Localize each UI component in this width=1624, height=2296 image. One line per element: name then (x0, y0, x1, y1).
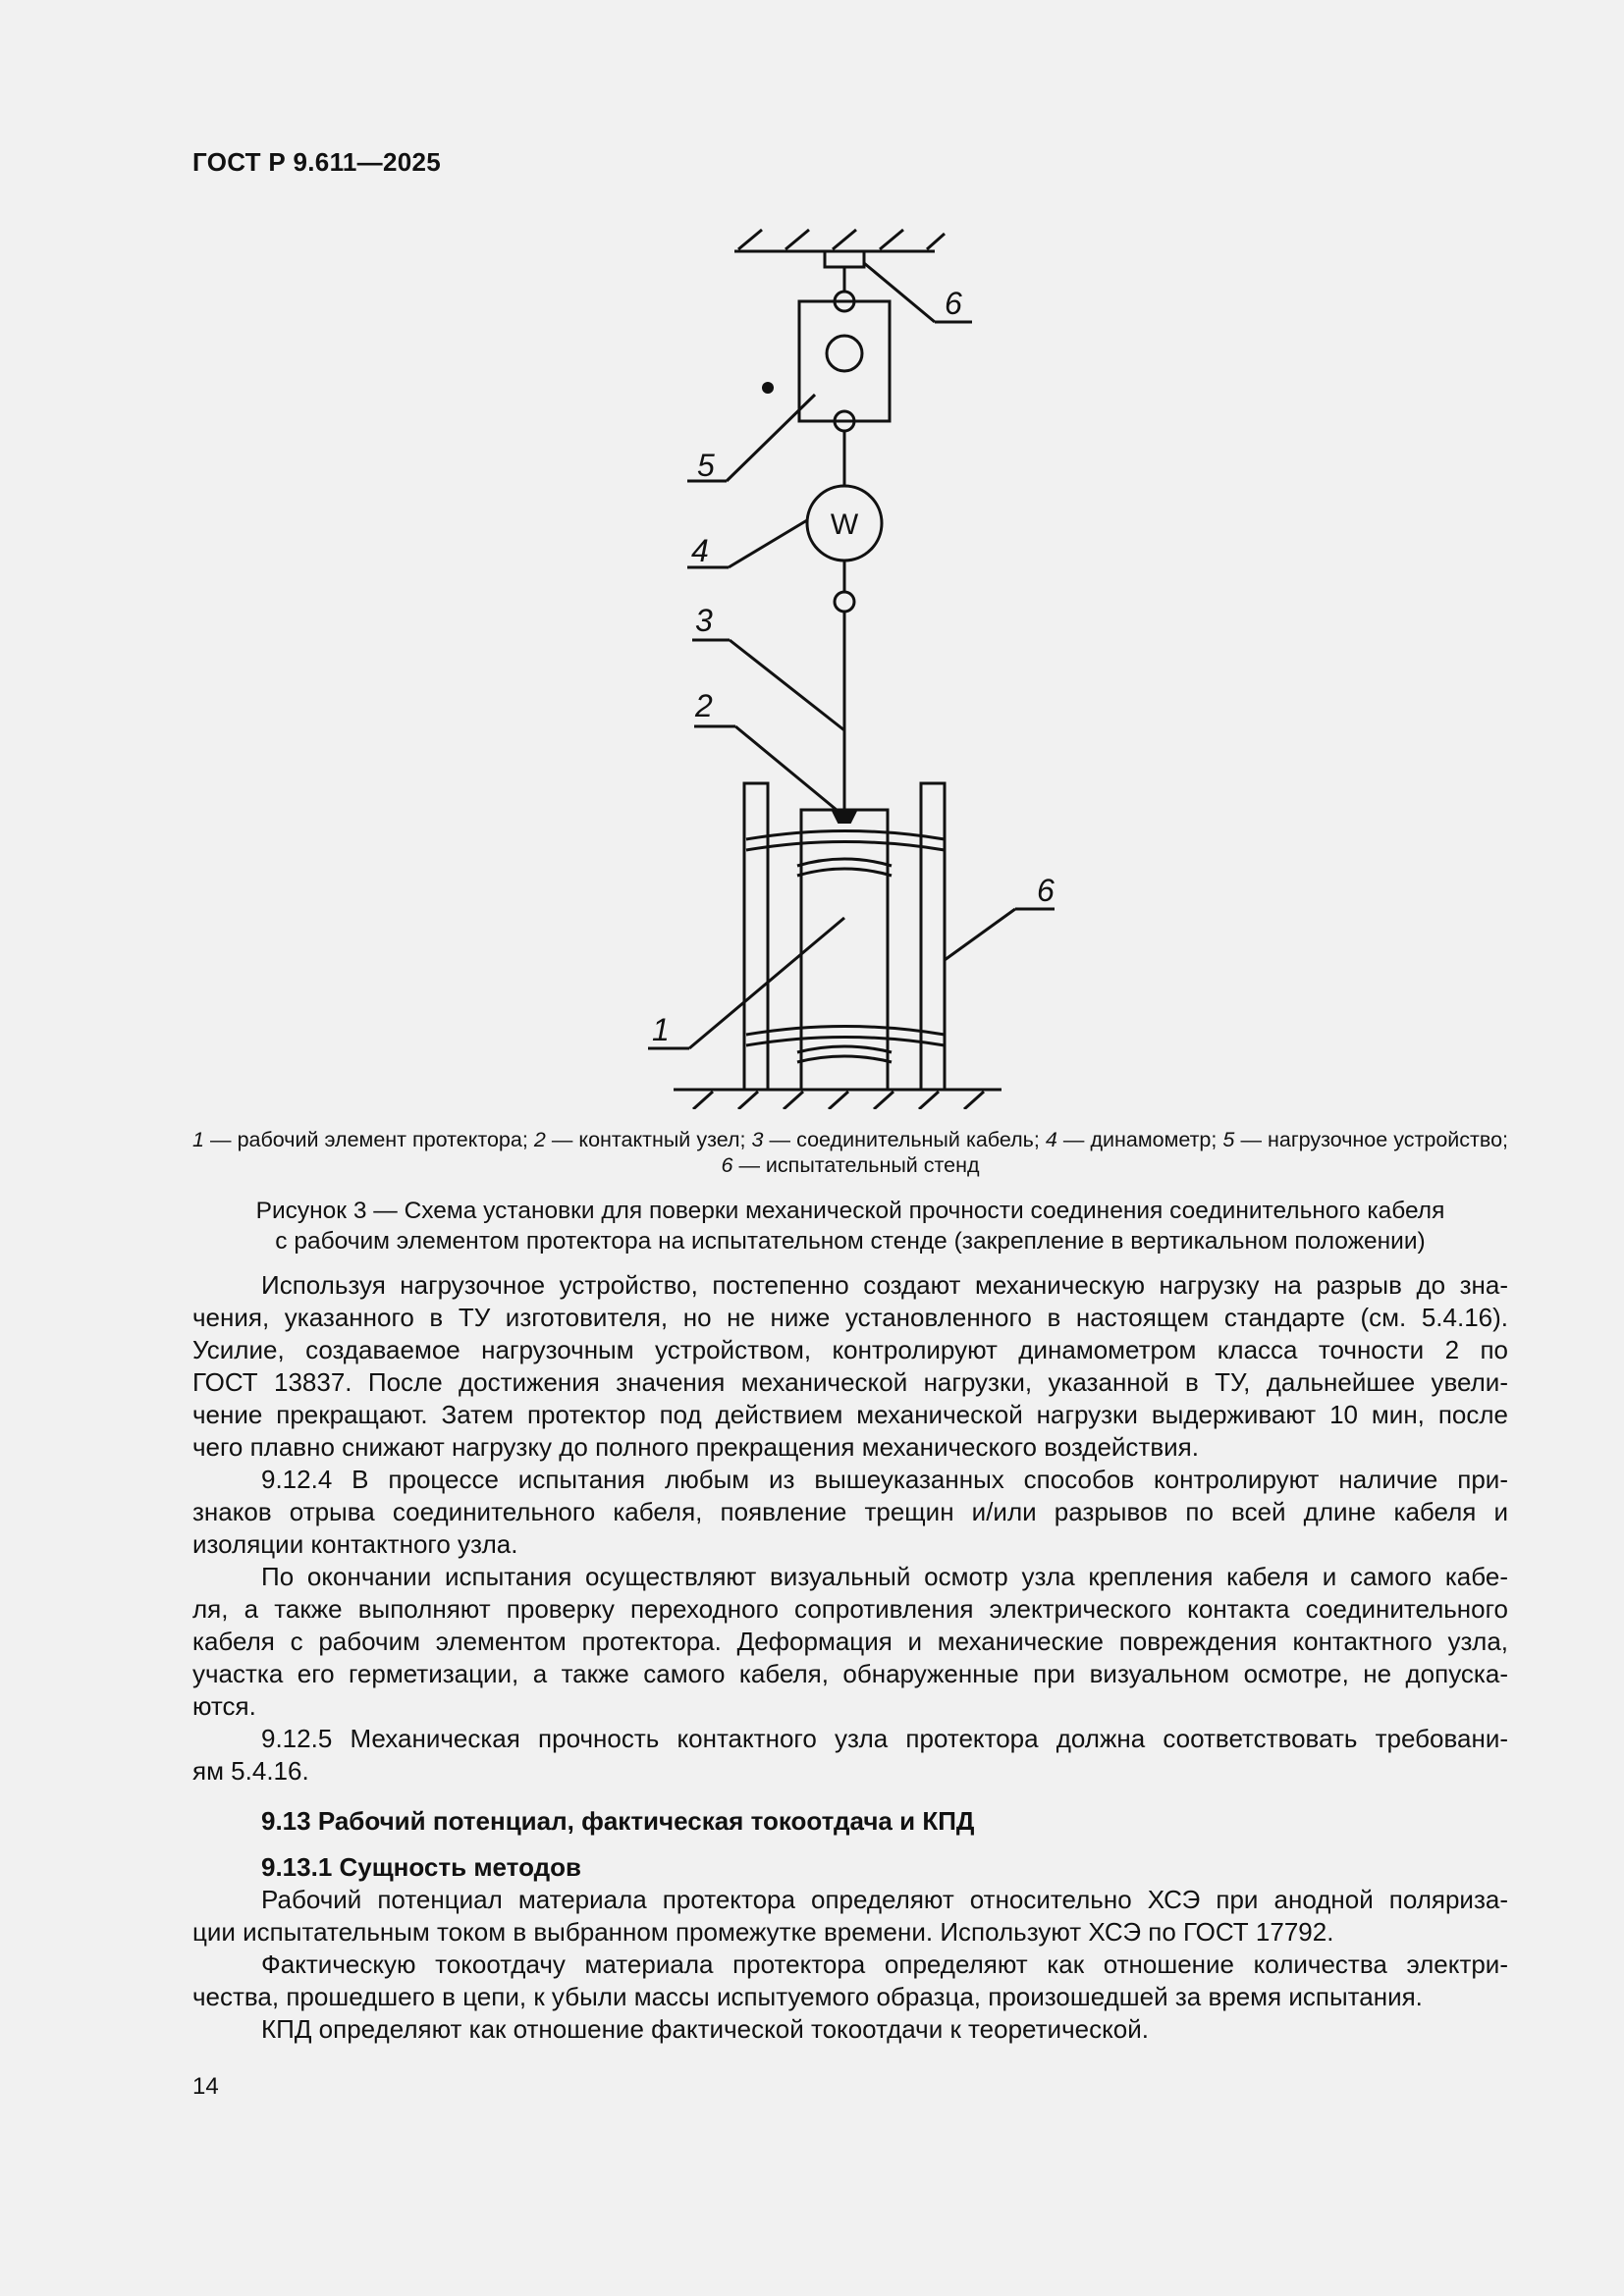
test-setup-diagram (0, 0, 1624, 1109)
figure-legend (192, 1127, 1508, 1178)
label-1: 1 (652, 1012, 670, 1047)
label-2: 2 (695, 688, 713, 723)
legend-text-4: — динамометр; (1056, 1128, 1223, 1151)
paragraph-9-12-5 (192, 1723, 1508, 1788)
figure-caption (192, 1196, 1508, 1256)
legend-text-5: — нагрузочное устройство; (1234, 1128, 1508, 1151)
text-line: ГОСТ 13837. После достижения значения механической нагрузки, указанной в ТУ, дальнейшее увели- (192, 1367, 1508, 1397)
paragraph-load-procedure (192, 1269, 1508, 1464)
paragraph-current-output (192, 1949, 1508, 2013)
legend-text-3: — соединительный кабель; (763, 1128, 1046, 1151)
text-line: 9.12.5 Механическая прочность контактного узла протектора должна соответствовать требовани- (261, 1724, 1508, 1753)
label-4: 4 (691, 533, 709, 568)
text-line: Используя нагрузочное устройство, постепенно создают механическую нагрузку на разрыв до зна- (261, 1270, 1508, 1300)
legend-text-1: — рабочий элемент протектора; (203, 1128, 534, 1151)
text-line: чего плавно снижают нагрузку до полного прекращения механического воздействия. (192, 1432, 1199, 1462)
legend-num-1: 1 (192, 1128, 204, 1151)
document-code-header: ГОСТ Р 9.611—2025 (192, 147, 441, 177)
legend-num-6: 6 (721, 1153, 733, 1177)
page-number: 14 (192, 2073, 219, 2100)
text-line: Фактическую токоотдачу материала протектора определяют как отношение количества электри- (261, 1949, 1508, 1979)
label-5: 5 (697, 448, 715, 483)
label-6-bottom: 6 (1037, 873, 1055, 908)
hanger-block (825, 251, 864, 267)
text-line: ля, а также выполняют проверку переходного сопротивления электрического контакта соединительного (192, 1594, 1508, 1624)
text-line: КПД определяют как отношение фактической токоотдачи к теоретической. (261, 2014, 1149, 2044)
text-line: чение прекращают. Затем протектор под действием механической нагрузки выдерживают 10 мин, после (192, 1400, 1508, 1429)
text-line: ются. (192, 1691, 256, 1721)
paragraph-efficiency (192, 2013, 1508, 2046)
paragraph-9-12-4 (192, 1464, 1508, 1561)
text-line: изоляции контактного узла. (192, 1529, 518, 1559)
legend-num-2: 2 (533, 1128, 546, 1151)
text-line: чения, указанного в ТУ изготовителя, но не ниже установленного в настоящем стандарте (см. 5.4.16). (192, 1303, 1508, 1332)
label-3: 3 (695, 603, 713, 638)
gauge-letter: W (830, 508, 859, 541)
text-line: участка его герметизации, а также самого кабеля, обнаруженные при визуальном осмотре, не допуска- (192, 1659, 1508, 1688)
legend-num-5: 5 (1222, 1128, 1235, 1151)
caption-line-1: Рисунок 3 — Схема установки для поверки механической прочности соединения соединительного кабеля (255, 1198, 1445, 1224)
legend-num-4: 4 (1045, 1128, 1057, 1151)
loading-device-box (799, 301, 890, 421)
text-line: Рабочий потенциал материала протектора определяют относительно ХСЭ при анодной поляриза- (261, 1885, 1508, 1914)
paragraph-inspection (192, 1561, 1508, 1723)
text-line: кабеля с рабочим элементом протектора. Деформация и механические повреждения контактного узла, (192, 1627, 1508, 1656)
contact-node (833, 811, 856, 823)
legend-num-3: 3 (751, 1128, 764, 1151)
paragraph-working-potential (192, 1884, 1508, 1949)
text-line: Усилие, создаваемое нагрузочным устройством, контролируют динамометром класса точности 2 по (192, 1335, 1508, 1364)
label-6-top: 6 (945, 286, 962, 321)
section-heading-9-13-1: 9.13.1 Сущность методов (261, 1852, 581, 1882)
text-line: знаков отрыва соединительного кабеля, появление трещин и/или разрывов по всей длине кабеля и (192, 1497, 1508, 1526)
caption-line-2: с рабочим элементом протектора на испытательном стенде (закрепление в вертикальном положении) (275, 1228, 1426, 1255)
section-heading-9-13: 9.13 Рабочий потенциал, фактическая токоотдача и КПД (261, 1806, 975, 1836)
legend-text-6: — испытательный стенд (732, 1153, 980, 1177)
text-line: 9.12.4 В процессе испытания любым из вышеуказанных способов контролируют наличие при- (261, 1465, 1508, 1494)
legend-text-2: — контактный узел; (545, 1128, 752, 1151)
text-line: ции испытательным током в выбранном промежутке времени. Используют ХСЭ по ГОСТ 17792. (192, 1917, 1334, 1947)
text-line: чества, прошедшего в цепи, к убыли массы испытуемого образца, произошедшей за время испытания. (192, 1982, 1423, 2011)
text-line: По окончании испытания осуществляют визуальный осмотр узла крепления кабеля и самого кабе- (261, 1562, 1508, 1591)
body-text (192, 1269, 1508, 2046)
text-line: ям 5.4.16. (192, 1756, 309, 1786)
